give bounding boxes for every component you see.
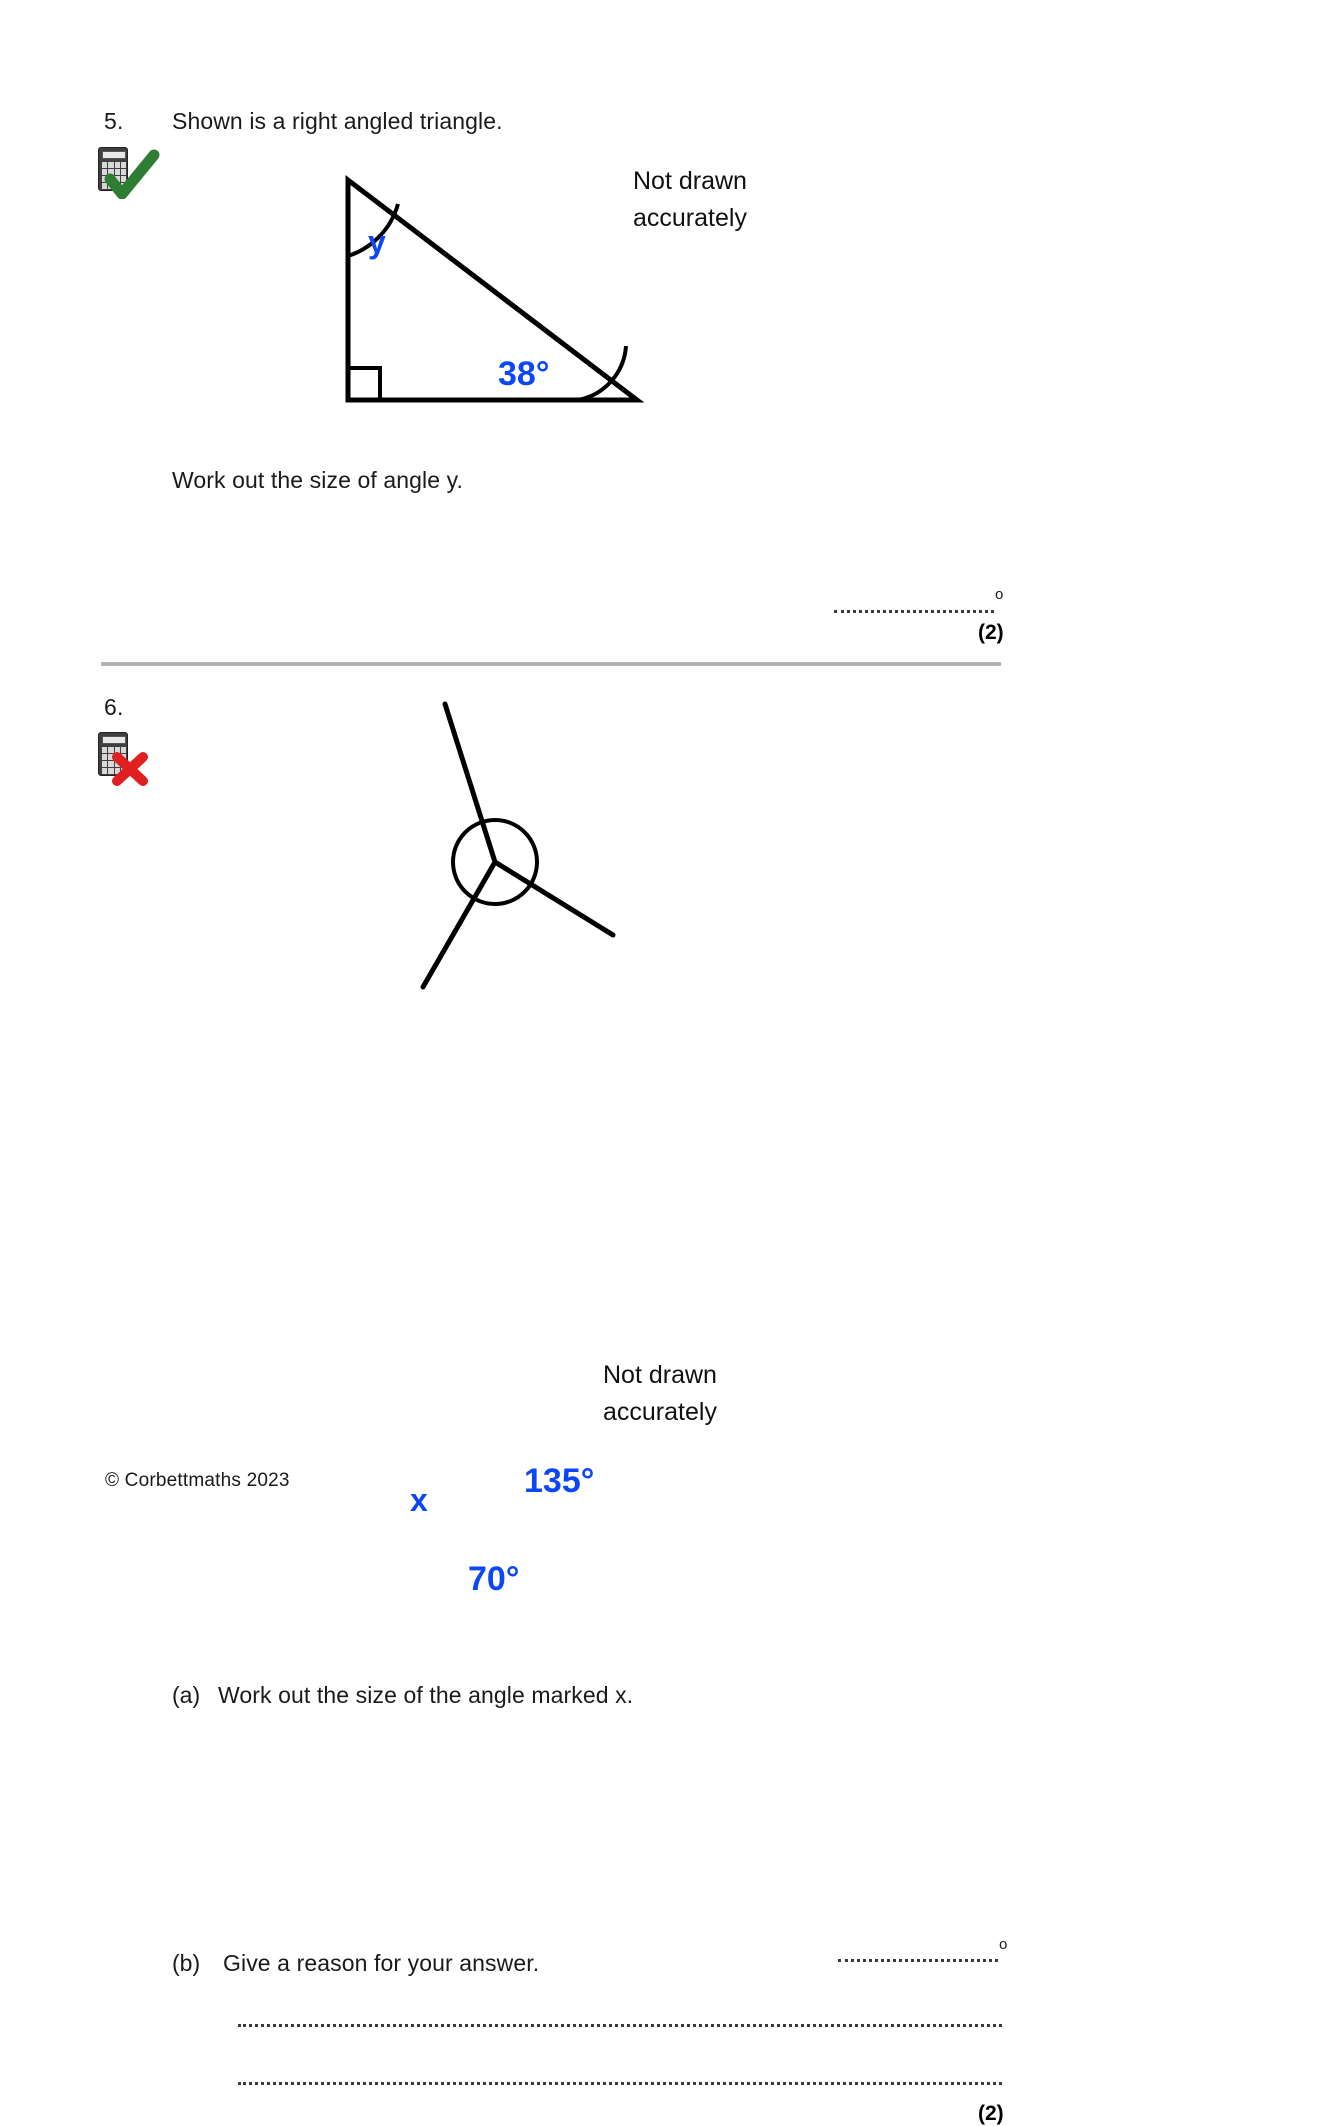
question-6: [0, 662, 1323, 2125]
marks-q6: (2): [978, 2102, 1004, 2125]
right-angle-marker: [348, 368, 380, 400]
question-5: [0, 0, 1323, 660]
answer-line-q6a[interactable]: [838, 1959, 998, 1962]
triangle-outline: [348, 180, 637, 400]
degree-symbol-q6a: o: [999, 1936, 1008, 1953]
calculator-allowed-badge: [88, 145, 158, 197]
not-drawn-line-1: Not drawn: [633, 167, 747, 195]
answer-line-q5[interactable]: [834, 610, 994, 613]
angle-label-70: 70°: [468, 1560, 520, 1598]
part-b-text: Give a reason for your answer.: [223, 1950, 540, 1976]
marks-q5: (2): [978, 621, 1004, 644]
question-5-prompt: Shown is a right angled triangle.: [172, 108, 503, 134]
question-number-5: 5.: [104, 108, 124, 134]
angle-label-x: x: [410, 1482, 428, 1518]
red-cross-icon: [110, 750, 150, 788]
angle-label-y: y: [368, 224, 386, 260]
angle-label-135: 135°: [524, 1462, 595, 1500]
footer-copyright: © Corbettmaths 2023: [105, 1470, 290, 1491]
part-a-label: (a): [172, 1682, 201, 1708]
not-drawn-line-2: accurately: [603, 1398, 717, 1426]
green-tick-icon: [100, 149, 162, 199]
not-drawn-line-2: accurately: [633, 204, 747, 232]
not-drawn-line-1: Not drawn: [603, 1361, 717, 1389]
calculator-not-allowed-badge: [88, 730, 158, 782]
angle-label-38: 38°: [498, 355, 550, 393]
part-b-label: (b): [172, 1950, 201, 1976]
part-a-text: Work out the size of the angle marked x.: [218, 1682, 634, 1708]
angles-at-a-point-diagram: [400, 682, 660, 1002]
ray-upper: [445, 704, 495, 862]
degree-symbol-q5: o: [995, 586, 1004, 603]
calculator-screen-icon: [102, 736, 126, 744]
not-drawn-accurately-note-q6: [603, 1357, 717, 1431]
reason-line-1[interactable]: [238, 2024, 1002, 2027]
question-5-instruction: Work out the size of angle y.: [172, 467, 463, 493]
question-number-6: 6.: [104, 694, 124, 720]
reason-line-2[interactable]: [238, 2082, 1002, 2085]
